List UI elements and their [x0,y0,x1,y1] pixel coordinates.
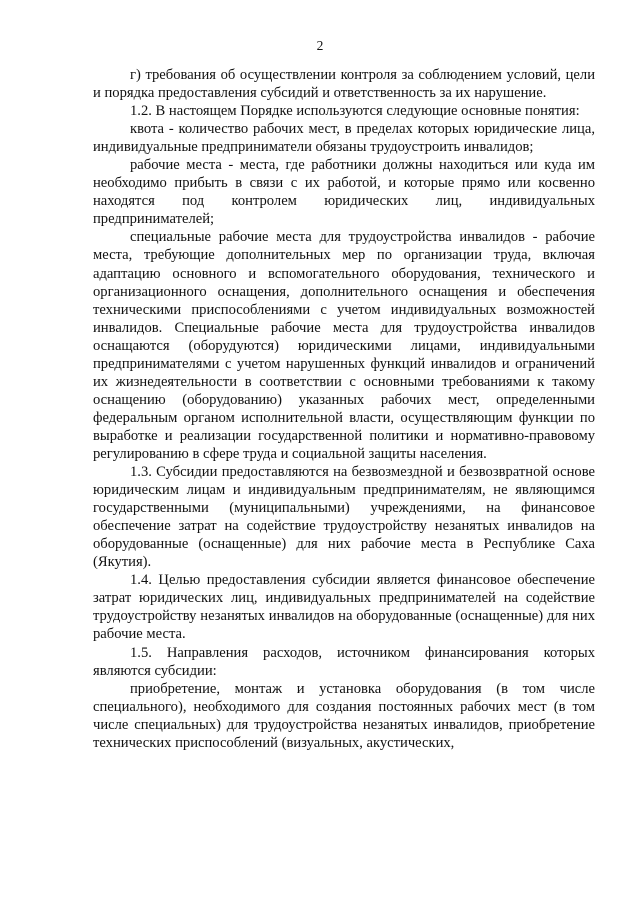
expense-direction-equipment: приобретение, монтаж и установка оборудования (в том числе специального), необходимого для создания постоянных рабочих мест (в том числе специальных) для трудоустройства незанятых инвалидов, приобретение технических приспособлений (визуальных, акустических, [93,680,595,751]
document-body [93,66,595,752]
paragraph-1-3: 1.3. Субсидии предоставляются на безвозмездной и безвозвратной основе юридическим лицам и индивидуальным предпринимателям, не являющимся государственными (муниципальными) учреждениями, на финансовое обеспечение затрат на содействие трудоустройству незанятых инвалидов на оборудованные (оснащенные) для них рабочие места в Республике Саха (Якутия). [93,464,595,571]
paragraph-1-5: 1.5. Направления расходов, источником финансирования которых являются субсидии: [93,644,595,679]
definition-special-workplaces: специальные рабочие места для трудоустройства инвалидов - рабочие места, требующие дополнительных мер по организации труда, включая адаптацию основного и вспомогательного оборудования, технического и организационного оснащения, дополнительного оснащения и обеспечения техническими приспособлениями с учетом индивидуальных возможностей инвалидов. Специальные рабочие места для трудоустройства инвалидов оснащаются (оборудуются) юридическими лицами, индивидуальными предпринимателями с учетом нарушенных функций инвалидов и ограничений их жизнедеятельности в соответствии с основными требованиями к такому оснащению (оборудованию) указанных рабочих мест, определенными федеральным органом исполнительной власти, осуществляющим функции по выработке и реализации государственной политики и нормативно-правовому регулированию в сфере труда и социальной защиты населения. [93,229,595,462]
paragraph-1-4: 1.4. Целью предоставления субсидии является финансовое обеспечение затрат юридических лиц, индивидуальных предпринимателей на содействие трудоустройству незанятых инвалидов на оборудованные (оснащенные) для них рабочие места. [93,572,595,643]
paragraph-1-2: 1.2. В настоящем Порядке используются следующие основные понятия: [130,103,580,120]
paragraph-item-g: г) требования об осуществлении контроля за соблюдением условий, цели и порядка предоставления субсидий и ответственность за их нарушение. [93,67,595,102]
definition-quota: квота - количество рабочих мест, в пределах которых юридические лица, индивидуальные предприниматели обязаны трудоустроить инвалидов; [93,121,595,156]
definition-workplaces: рабочие места - места, где работники должны находиться или куда им необходимо прибыть в связи с их работой, и которые прямо или косвенно находятся под контролем юридических лиц, индивидуальных предпринимателей; [93,157,595,228]
page-number: 2 [316,38,324,53]
